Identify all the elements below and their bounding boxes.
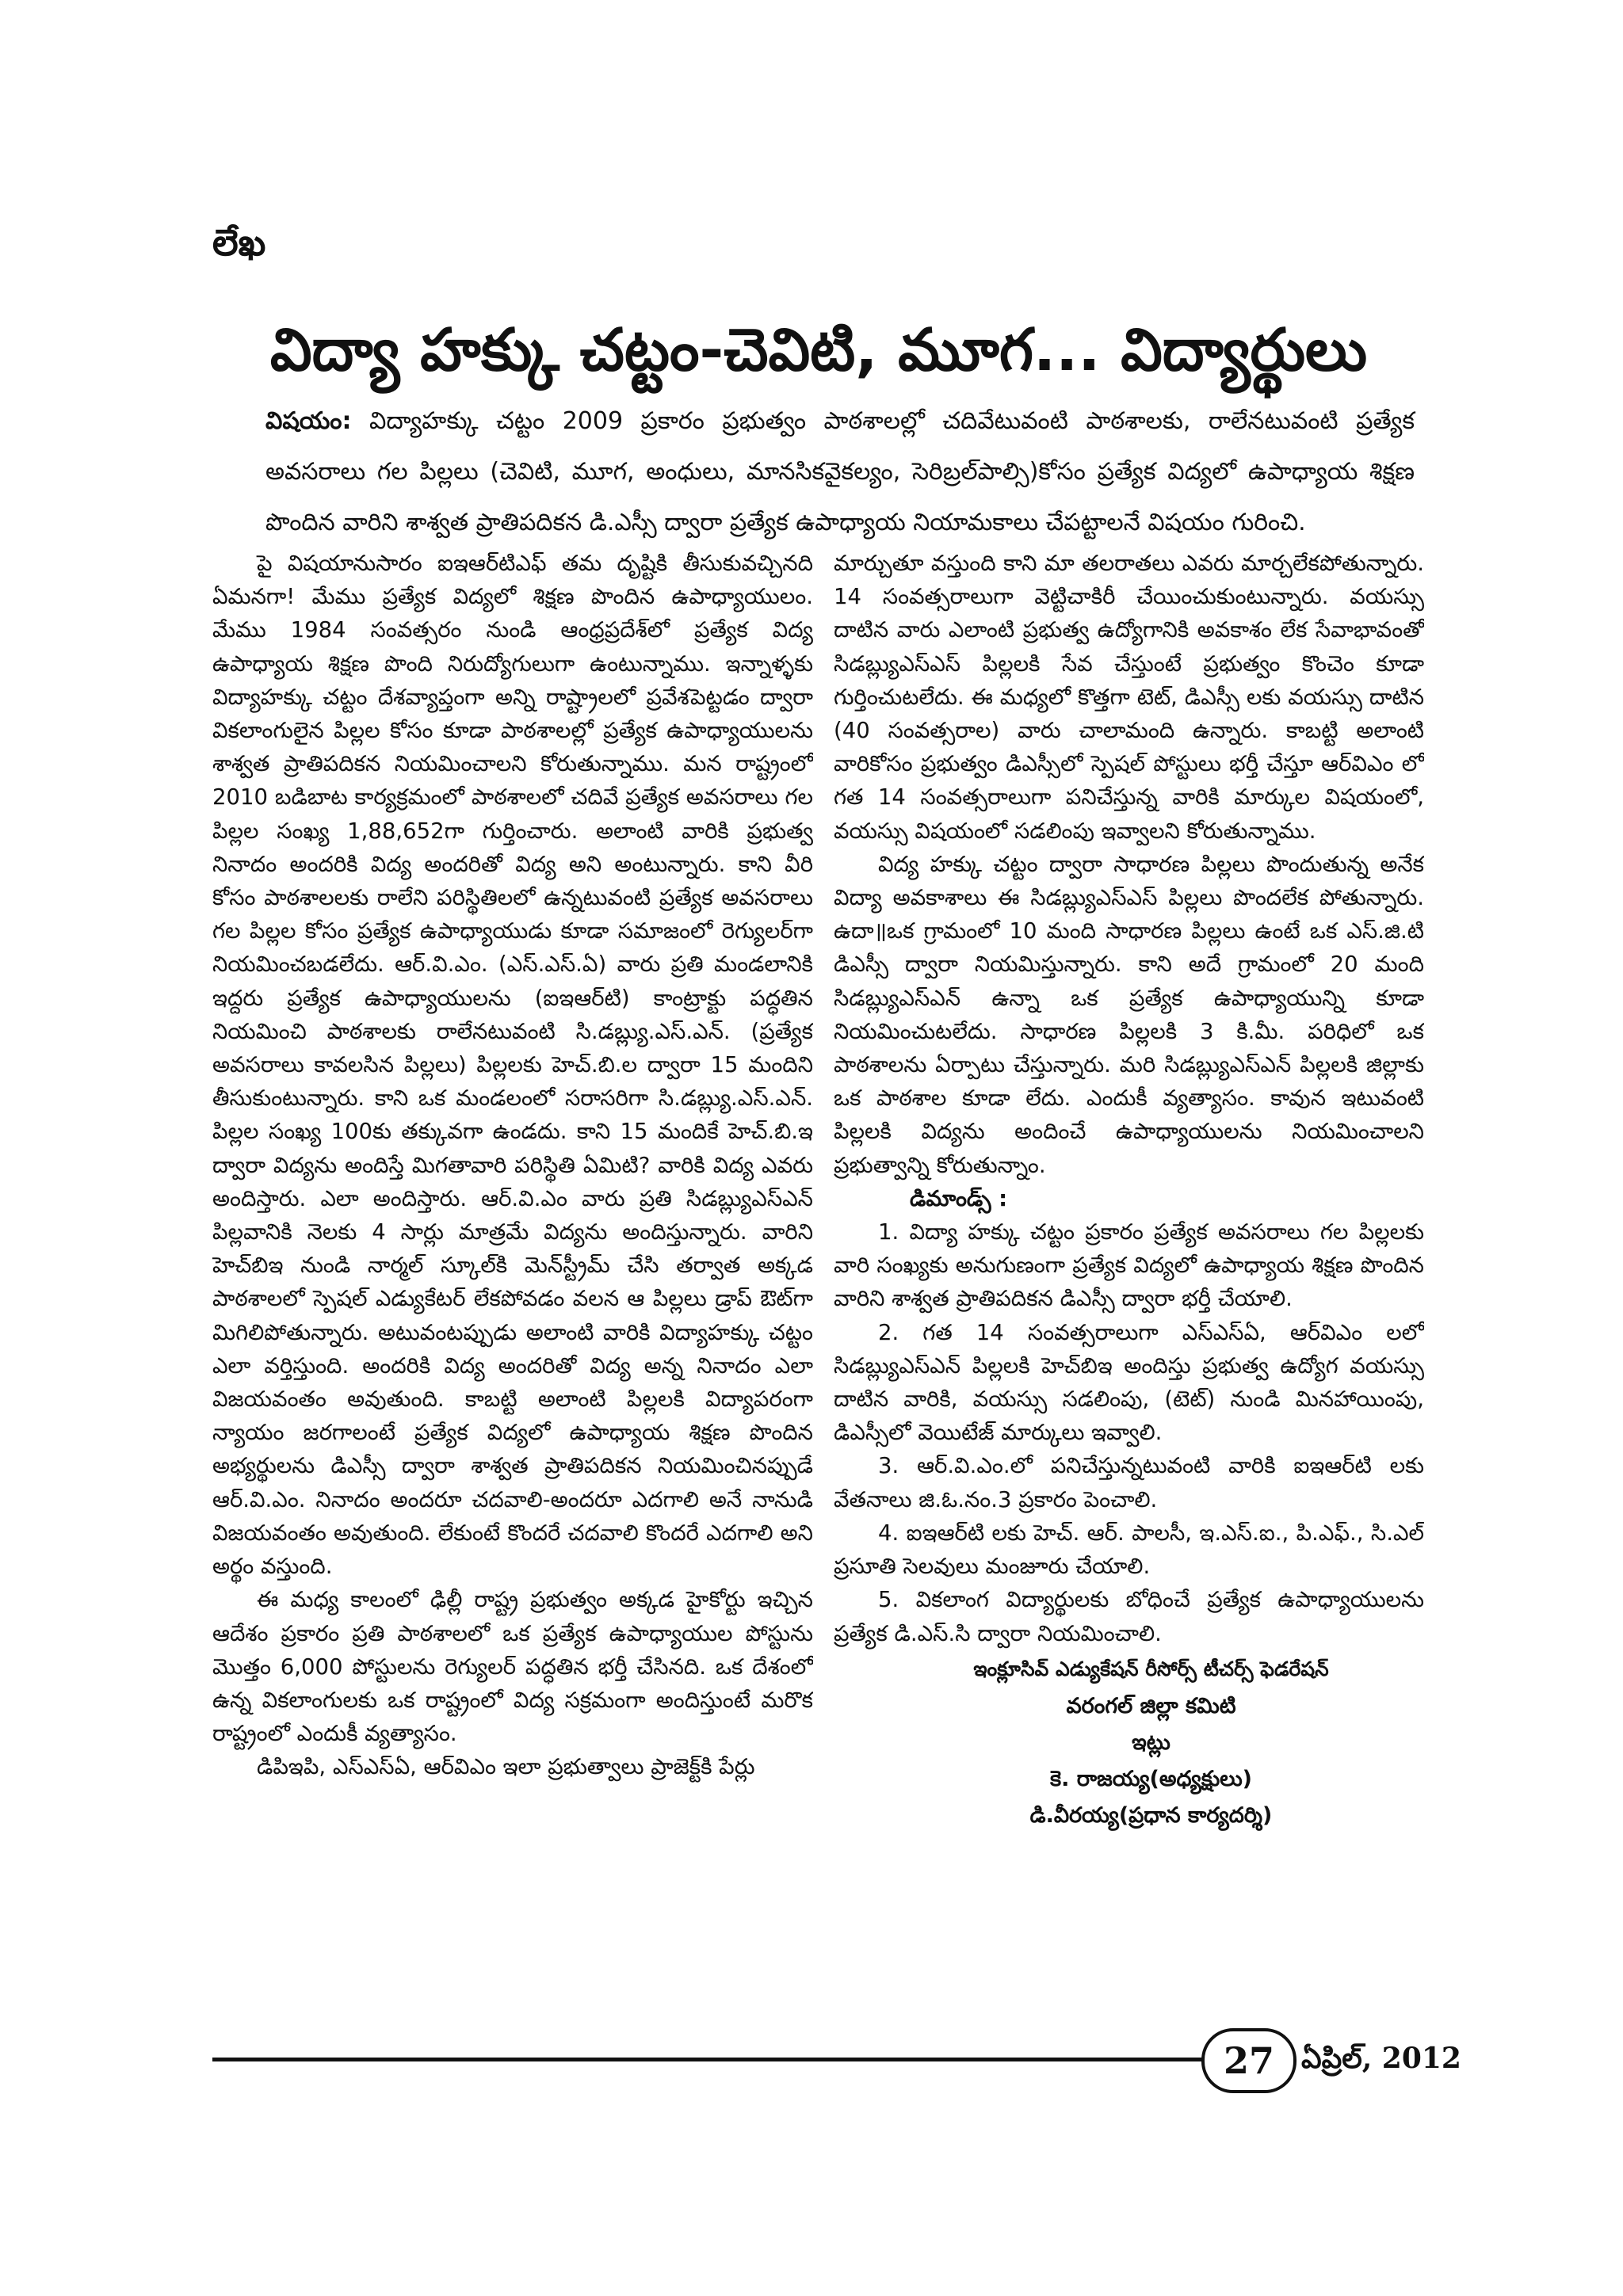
footer-rule <box>212 2058 1207 2061</box>
left-paragraph-2: ఈ మధ్య కాలంలో ఢిల్లీ రాష్ట్ర ప్రభుత్వం అక్కడ హైకోర్టు ఇచ్చిన ఆదేశం ప్రకారం ప్రతి పాఠశాలలో ఒక ప్రత్యేక ఉపాధ్యాయుల పోస్టును మొత్తం 6,000 పోస్టులను రెగ్యులర్ పద్ధతిన భర్తీ చేసినది. ఒక దేశంలో ఉన్న వికలాంగులకు ఒక రాష్ట్రంలో విద్య సక్రమంగా అందిస్తుంటే మరొక రాష్ట్రంలో ఎందుకీ వ్యత్యాసం. <box>212 1587 813 1747</box>
demand-item-2: 2. గత 14 సంవత్సరాలుగా ఎస్ఎస్ఏ, ఆర్‌విఎం లలో సిడబ్ల్యుఎస్ఎన్ పిల్లలకి హెచ్‌బిఇ అందిస్తు ప్రభుత్వ ఉద్యోగ వయస్సు దాటిన వారికి, వయస్సు సడలింపు, (టెట్) నుండి మినహాయింపు, డిఎస్సీలో వెయిటేజ్ మార్కులు ఇవ్వాలి. <box>834 1319 1424 1446</box>
left-paragraph-1: పై విషయానుసారం ఐఇఆర్‌టిఎఫ్ తమ దృష్టికి తీసుకువచ్చినది ఏమనగా! మేము ప్రత్యేక విద్యలో శిక్షణ పొందిన ఉపాధ్యాయులం. మేము 1984 సంవత్సరం నుండి ఆంధ్రప్రదేశ్‌లో ప్రత్యేక విద్య ఉపాధ్యాయ శిక్షణ పొంది నిరుద్యోగులుగా ఉంటున్నాము. ఇన్నాళ్ళకు విద్యాహక్కు చట్టం దేశవ్యాప్తంగా అన్ని రాష్ట్రాలలో ప్రవేశపెట్టడం ద్వారా వికలాంగులైన పిల్లల కోసం కూడా పాఠశాలల్లో ప్రత్యేక ఉపాధ్యాయులను శాశ్వత ప్రాతిపదికన నియమించాలని కోరుతున్నాము. మన రాష్ట్రంలో 2010 బడిబాట కార్యక్రమంలో పాఠశాలలో చదివే ప్రత్యేక అవసరాలు గల పిల్లల సంఖ్య 1,88,652గా గుర్తించారు. అలాంటి వారికి ప్రభుత్వ నినాదం అందరికి విద్య అందరితో విద్య అని అంటున్నారు. కాని వీరి కోసం పాఠశాలలకు రాలేని పరిస్థితిలలో ఉన్నటువంటి ప్రత్యేక అవసరాలు గల పిల్లల కోసం ప్రత్యేక ఉపాధ్యాయుడు కూడా సమాజంలో రెగ్యులర్‌గా నియమించబడలేదు. ఆర్.వి.ఎం. (ఎస్.ఎస్.ఏ) వారు ప్రతి మండలానికి ఇద్దరు ప్రత్యేక ఉపాధ్యాయులను (ఐఇఆర్‌టి) కాంట్రాక్టు పద్ధతిన నియమించి పాఠశాలకు రాలేనటువంటి సి.డబ్ల్యు.ఎస్.ఎన్. (ప్రత్యేక అవసరాలు కావలసిన పిల్లలు) పిల్లలకు హెచ్.బి.ల ద్వారా 15 మందిని తీసుకుంటున్నారు. కాని ఒక మండలంలో సరాసరిగా సి.డబ్ల్యు.ఎస్.ఎన్. పిల్లల సంఖ్య 100కు తక్కువగా ఉండదు. కాని 15 మందికే హెచ్.బి.ఇ ద్వారా విద్యను అందిస్తే మిగతావారి పరిస్థితి ఏమిటి? వారికి విద్య ఎవరు అందిస్తారు. ఎలా అందిస్తారు. ఆర్.వి.ఎం వారు ప్రతి సిడబ్ల్యుఎస్‌ఎన్ పిల్లవానికి నెలకు 4 సార్లు మాత్రమే విద్యను అందిస్తున్నారు. వారిని హెచ్‌బిఇ నుండి నార్మల్ స్కూల్‌కి మెన్‌స్ట్రీమ్ చేసి తర్వాత అక్కడ పాఠశాలలో స్పెషల్ ఎడ్యుకేటర్ లేకపోవడం వలన ఆ పిల్లలు డ్రాప్ ఔట్‌గా మిగిలిపోతున్నారు. అటువంటప్పుడు అలాంటి వారికి విద్యాహక్కు చట్టం ఎలా వర్తిస్తుంది. అందరికి విద్య అందరితో విద్య అన్న నినాదం ఎలా విజయవంతం అవుతుంది. కాబట్టి అలాంటి పిల్లలకి విద్యాపరంగా న్యాయం జరగాలంటే ప్రత్యేక విద్యలో ఉపాధ్యాయ శిక్షణ పొందిన అభ్యర్థులను డిఎస్సీ ద్వారా శాశ్వత ప్రాతిపదికన నియమించినప్పుడే ఆర్.వి.ఎం. నినాదం అందరూ చదవాలి-అందరూ ఎదగాలి అనే నానుడి విజయవంతం అవుతుంది. లేకుంటే కొందరే చదవాలి కొందరే ఎదగాలి అని అర్థం వస్తుంది. <box>212 551 813 1580</box>
subject-text: విద్యాహక్కు చట్టం 2009 ప్రకారం ప్రభుత్వం పాఠశాలల్లో చదివేటువంటి పాఠశాలకు, రాలేనటువంటి ప్రత్యేక అవసరాలు గల పిల్లలు (చెవిటి, మూగ, అంధులు, మానసికవైకల్యం, సెరిబ్రల్‌పాల్సి)కోసం ప్రత్యేక విద్యలో ఉపాధ్యాయ శిక్షణ పొందిన వారిని శాశ్వత ప్రాతిపదికన డి.ఎస్సీ ద్వారా ప్రత్యేక ఉపాధ్యాయ నియామకాలు చేపట్టాలనే విషయం గురించి. <box>265 407 1415 536</box>
signature-org: ఇంక్లూసివ్ ఎడ్యుకేషన్ రీసోర్స్ టీచర్స్ ఫెడరేషన్ <box>973 1657 1329 1680</box>
signature-committee: వరంగల్ జిల్లా కమిటి <box>1066 1693 1236 1718</box>
demand-item-1: 1. విద్యా హక్కు చట్టం ప్రకారం ప్రత్యేక అవసరాలు గల పిల్లలకు వారి సంఖ్యకు అనుగుణంగా ప్రత్యేక విద్యలో ఉపాధ్యాయ శిక్షణ పొందిన వారిని శాశ్వత ప్రాతిపదికన డిఎస్సీ ద్వారా భర్తీ చేయాలి. <box>834 1219 1424 1312</box>
signature-president: కె. రాజయ్య(అధ్యక్షులు) <box>1049 1766 1253 1791</box>
right-paragraph-2: విద్య హక్కు చట్టం ద్వారా సాధారణ పిల్లలు పొందుతున్న అనేక విద్యా అవకాశాలు ఈ సిడబ్ల్యుఎస్ఎస్ పిల్లలు పొందలేక పోతున్నారు. ఉదా॥ఒక గ్రామంలో 10 మంది సాధారణ పిల్లలు ఉంటే ఒక ఎస్.జి.టి డిఎస్సీ ద్వారా నియమిస్తున్నారు. కాని అదే గ్రామంలో 20 మంది సిడబ్ల్యుఎస్ఎన్ ఉన్నా ఒక ప్రత్యేక ఉపాధ్యాయున్ని కూడా నియమించుటలేదు. సాధారణ పిల్లలకి 3 కి.మీ. పరిధిలో ఒక పాఠశాలను ఏర్పాటు చేస్తున్నారు. మరి సిడబ్ల్యుఎస్ఎన్ పిల్లలకి జిల్లాకు ఒక పాఠశాల కూడా లేదు. ఎందుకీ వ్యత్యాసం. కావున ఇటువంటి పిల్లలకి విద్యను అందించే ఉపాధ్యాయులను నియమించాలని ప్రభుత్వాన్ని కోరుతున్నాం. <box>834 851 1424 1178</box>
signature-itlu: ఇట్లు <box>1132 1730 1170 1755</box>
left-column <box>212 547 813 2004</box>
left-paragraph-3: డిపిఇపి, ఎస్ఎస్ఏ, ఆర్‌విఎం ఇలా ప్రభుత్వాలు ప్రాజెక్ట్‌కి పేర్లు <box>257 1754 755 1780</box>
subject-label: విషయం: <box>265 407 352 435</box>
demand-item-4: 4. ఐఇఆర్‌టి లకు హెచ్. ఆర్. పాలసీ, ఇ.ఎస్.ఐ., పి.ఎఫ్., సి.ఎల్ ప్రసూతి సెలవులు మంజూరు చేయాలి. <box>834 1520 1424 1580</box>
right-column <box>834 547 1424 2004</box>
section-label: లేఖ <box>212 221 266 264</box>
demand-item-5: 5. వికలాంగ విద్యార్థులకు బోధించే ప్రత్యేక ఉపాధ్యాయులను ప్రత్యేక డి.ఎస్.సి ద్వారా నియమించాలి. <box>834 1587 1424 1646</box>
signature-secretary: డి.వీరయ్య(ప్రధాన కార్యదర్శి) <box>1029 1802 1273 1828</box>
right-continuation: మార్చుతూ వస్తుంది కాని మా తలరాతలు ఎవరు మార్చలేకపోతున్నారు. 14 సంవత్సరాలుగా వెట్టిచాకిరీ చేయించుకుంటున్నారు. వయస్సు దాటిన వారు ఎలాంటి ప్రభుత్వ ఉద్యోగానికి అవకాశం లేక సేవాభావంతో సిడబ్ల్యుఎస్ఎస్ పిల్లలకి సేవ చేస్తుంటే ప్రభుత్వం కొంచెం కూడా గుర్తించుటలేదు. ఈ మధ్యలో కొత్తగా టెట్, డిఎస్సీ లకు వయస్సు దాటిన (40 సంవత్సరాల) వారు చాలామంది ఉన్నారు. కాబట్టి అలాంటి వారికోసం ప్రభుత్వం డిఎస్సీలో స్పెషల్ పోస్టులు భర్తీ చేస్తూ ఆర్‌విఎం లో గత 14 సంవత్సరాలుగా పనిచేస్తున్న వారికి మార్కుల విషయంలో, వయస్సు విషయంలో సడలింపు ఇవ్వాలని కోరుతున్నాము. <box>834 551 1424 844</box>
demand-item-3: 3. ఆర్.వి.ఎం.లో పనిచేస్తున్నటువంటి వారికి ఐఇఆర్‌టి లకు వేతనాలు జి.ఓ.నం.3 ప్రకారం పెంచాలి. <box>834 1453 1424 1512</box>
footer-date: ఏప్రిల్, 2012 <box>1301 2042 1461 2075</box>
article-title: విద్యా హక్కు చట్టం-చెవిటి, మూగ... విద్యార్థులు <box>269 316 1368 384</box>
page-number-badge: 27 <box>1201 2028 1296 2093</box>
subject-block <box>265 396 1415 548</box>
demands-heading: డిమాండ్స్ : <box>910 1185 1008 1211</box>
